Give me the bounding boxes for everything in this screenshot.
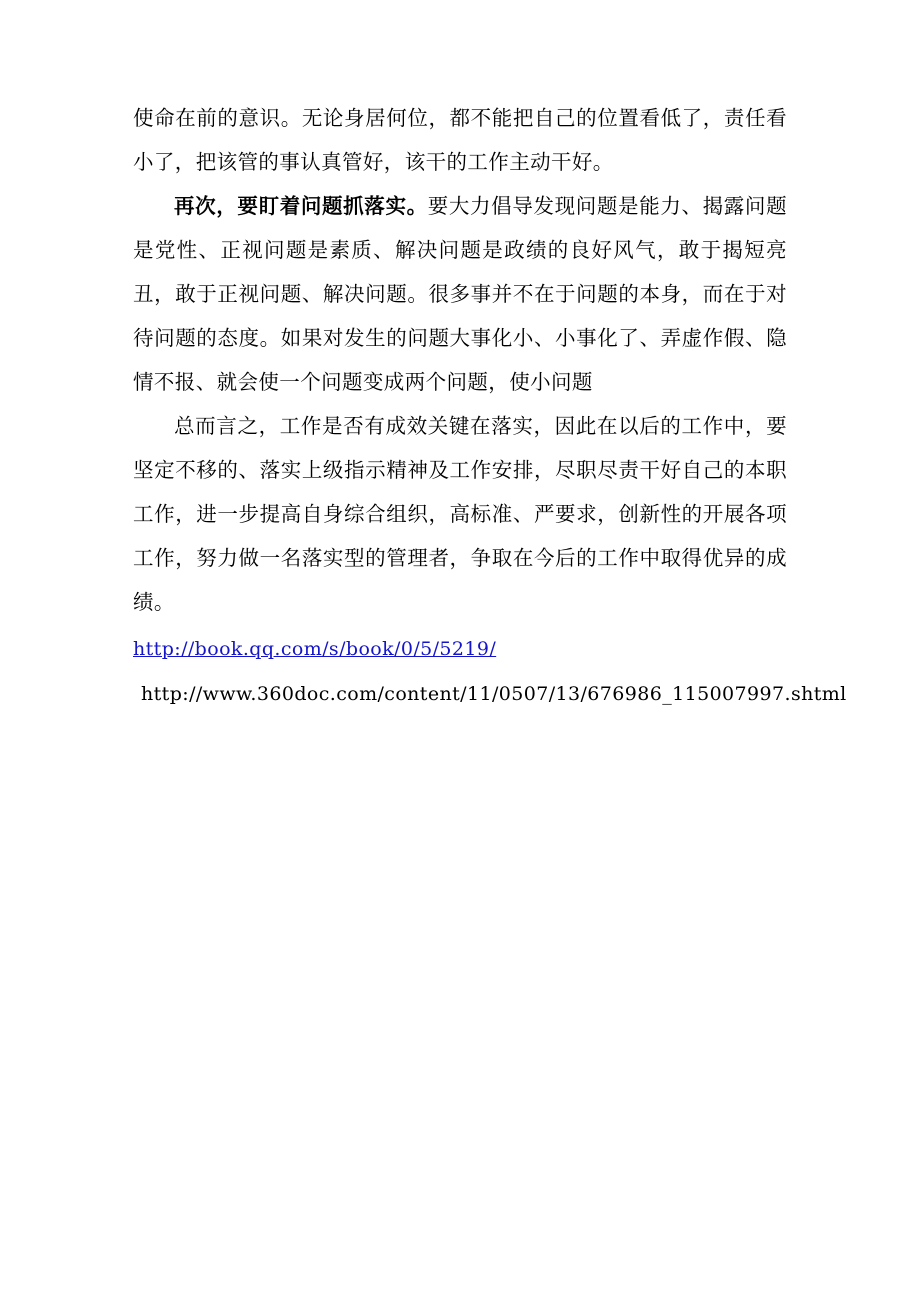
360doc-url-text: http://www.360doc.com/content/11/0507/13/676986_115007997.shtml xyxy=(141,683,847,705)
paragraph-1 xyxy=(133,96,787,184)
paragraph-2-lead: 再次，要盯着问题抓落实。 xyxy=(174,194,428,218)
hyperlink-line xyxy=(133,626,787,671)
book-qq-link[interactable]: http://book.qq.com/s/book/0/5/5219/ xyxy=(133,638,497,660)
paragraph-2 xyxy=(133,184,787,404)
paragraph-3-text: 总而言之，工作是否有成效关键在落实，因此在以后的工作中，要坚定不移的、落实上级指示精神及工作安排，尽职尽责干好自己的本职工作，进一步提高自身综合组织，高标准、严要求，创新性的开展各项工作，努力做一名落实型的管理者，争取在今后的工作中取得优异的成绩。 xyxy=(133,414,787,614)
plain-url-line xyxy=(133,671,847,716)
paragraph-1-text: 使命在前的意识。无论身居何位，都不能把自己的位置看低了，责任看小了，把该管的事认真管好，该干的工作主动干好。 xyxy=(133,106,787,174)
document-body xyxy=(133,96,847,716)
paragraph-2-text: 要大力倡导发现问题是能力、揭露问题是党性、正视问题是素质、解决问题是政绩的良好风气，敢于揭短亮丑，敢于正视问题、解决问题。很多事并不在于问题的本身，而在于对待问题的态度。如果对发生的问题大事化小、小事化了、弄虚作假、隐情不报、就会使一个问题变成两个问题，使小问题 xyxy=(133,194,787,394)
paragraph-3 xyxy=(133,404,787,624)
